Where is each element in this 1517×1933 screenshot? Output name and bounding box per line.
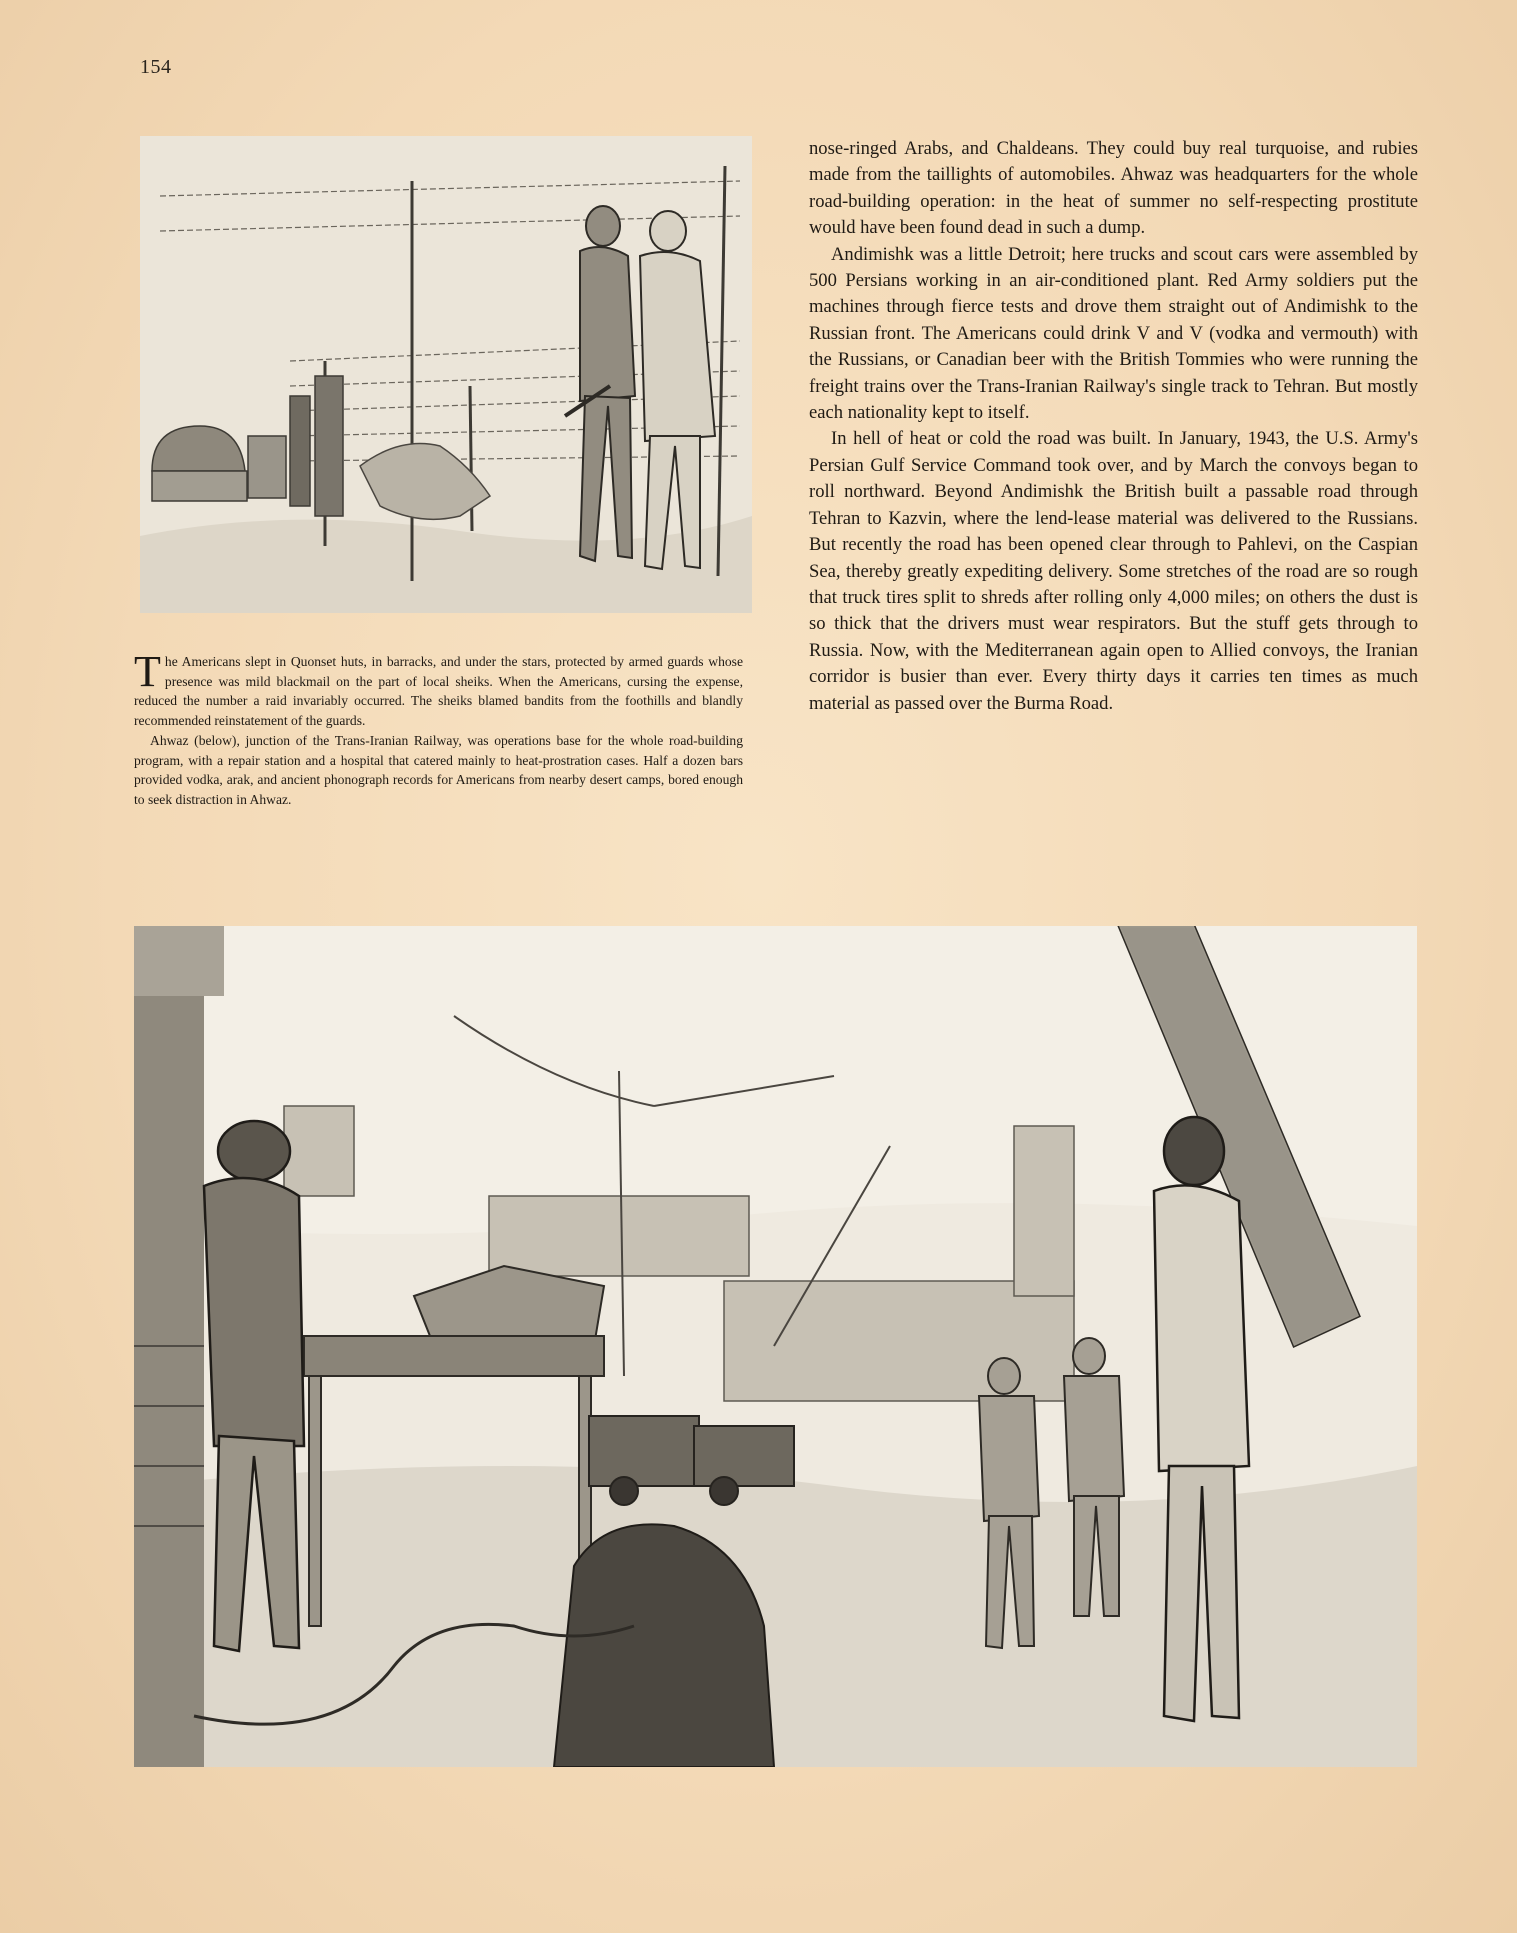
guards-illustration — [140, 136, 752, 613]
caption-paragraph-1 — [134, 647, 743, 731]
caption-dropcap: T — [134, 647, 161, 696]
caption-paragraph-2: Ahwaz (below), junction of the Trans-Iranian Railway, was operations base for the whole road-building program, with a repair station and a hospital that catered mainly to heat-prostration cases. Half a dozen bars provided vodka, arak, and ancient phonograph records for Americans from nearby desert camps, bored enough to seek distraction in Ahwaz. — [134, 732, 743, 807]
page-number: 154 — [140, 56, 172, 78]
article-paragraph-3: In hell of heat or cold the road was built. In January, 1943, the U.S. Army's Persian Gulf Service Command took over, and by March the convoys began to roll northward. Beyond Andimishk the British built a passable road through Tehran to Kazvin, where the lend-lease material was delivered to the Russians. But recently the road has been opened clear through to Pahlevi, on the Caspian Sea, thereby greatly expediting delivery. Some stretches of the road are so rough that truck tires split to shreds after rolling only 4,000 miles; on others the dust is so thick that the drivers must wear respirators. But the stuff gets through to Russia. Now, with the Mediterranean again open to Allied convoys, the Iranian corridor is busier than ever. Every thirty days it carries ten times as much material as passed over the Burma Road. — [809, 428, 1418, 714]
article-paragraph-1: nose-ringed Arabs, and Chaldeans. They could buy real turquoise, and rubies made from the taillights of automobiles. Ahwaz was headquarters for the whole road-building operation: in the heat of summer no self-respecting prostitute would have been found dead in such a dump. — [809, 138, 1418, 239]
article-paragraph-2: Andimishk was a little Detroit; here trucks and scout cars were assembled by 500 Persians working in an air-conditioned plant. Red Army soldiers put the machines through fierce tests and drove them straight out of Andimishk to the Russian front. The Americans could drink V and V (vodka and vermouth) with the Russians, or Canadian beer with the British Tommies who were running the freight trains over the Trans-Iranian Railway's single track to Tehran. But mostly each nationality kept to itself. — [809, 243, 1418, 424]
caption-text-1: he Americans slept in Quonset huts, in barracks, and under the stars, protected by armed guards whose presence was mild blackmail on the part of local sheiks. When the Americans, cursing the expense, reduced the number a raid invariably occurred. The sheiks blamed bandits from the foothills and blandly recommended reinstatement of the guards. — [134, 654, 743, 729]
illustration-caption — [134, 647, 743, 810]
ahwaz-station-illustration — [134, 926, 1417, 1767]
article-body — [809, 136, 1418, 717]
